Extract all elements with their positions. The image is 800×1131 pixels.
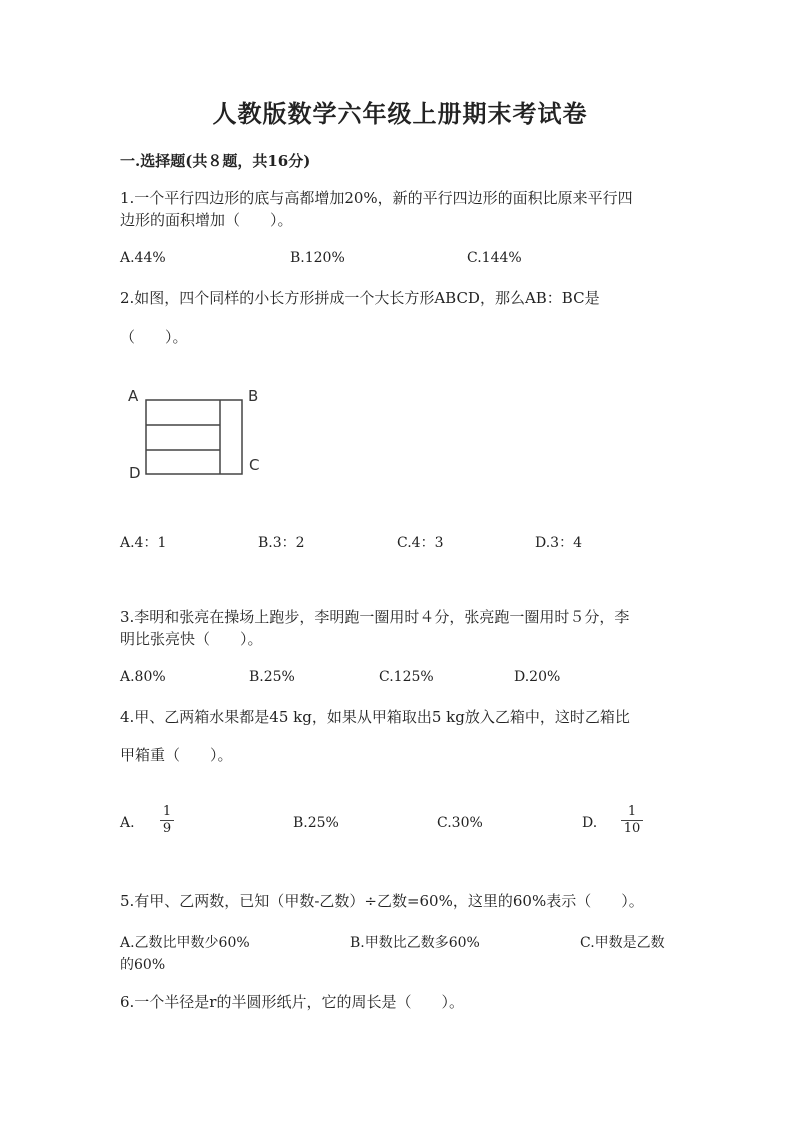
question-1-option-b: B.120% — [290, 250, 345, 266]
question-4-line-2: 甲箱重（ ）。 — [120, 746, 233, 764]
fraction-d-numerator: 1 — [627, 804, 637, 819]
question-2-line-1: 2.如图，四个同样的小长方形拼成一个大长方形ABCD，那么AB：BC是 — [120, 289, 600, 307]
question-1-option-a: A.44% — [120, 250, 166, 266]
vertex-label-a: A — [128, 387, 139, 405]
rectangle-figure — [120, 380, 280, 490]
fraction-a-denominator: 9 — [162, 821, 172, 836]
fraction-d-denominator: 10 — [623, 821, 641, 836]
question-3-option-d: D.20% — [514, 669, 561, 685]
question-3-option-b: B.25% — [249, 669, 295, 685]
vertex-label-d: D — [129, 464, 141, 482]
question-4-option-b: B.25% — [293, 815, 339, 831]
question-5-option-c: C.甲数是乙数 — [580, 935, 665, 951]
vertex-label-b: B — [248, 387, 259, 405]
question-4-option-a-label: A. — [120, 815, 135, 831]
question-3-line-1: 3.李明和张亮在操场上跑步，李明跑一圈用时４分，张亮跑一圈用时５分，李 — [120, 608, 630, 626]
question-5-option-b: B.甲数比乙数多60% — [350, 935, 480, 951]
question-5-option-a: A.乙数比甲数少60% — [120, 935, 250, 951]
question-2-option-a: A.4：1 — [120, 535, 167, 551]
question-2-option-b: B.3：2 — [258, 535, 305, 551]
question-1-line-2: 边形的面积增加（ ）。 — [120, 211, 293, 229]
question-3-option-c: C.125% — [379, 669, 434, 685]
question-3-line-2: 明比张亮快（ ）。 — [120, 630, 263, 648]
question-4-option-c: C.30% — [437, 815, 483, 831]
outer-rectangle — [146, 400, 242, 474]
question-1-option-c: C.144% — [467, 250, 522, 266]
question-2-option-c: C.4：3 — [397, 535, 444, 551]
question-4-option-d-fraction — [621, 805, 643, 836]
question-2-option-d: D.3：4 — [535, 535, 582, 551]
question-2-line-2: （ ）。 — [120, 328, 188, 346]
fraction-a-numerator: 1 — [162, 804, 172, 819]
question-3-option-a: A.80% — [120, 669, 166, 685]
page-title: 人教版数学六年级上册期末考试卷 — [212, 99, 588, 128]
question-5-line-1: 5.有甲、乙两数，已知（甲数-乙数）÷乙数=60%，这里的60%表示（ ）。 — [120, 892, 644, 910]
question-4-line-1: 4.甲、乙两箱水果都是45 kg，如果从甲箱取出5 kg放入乙箱中，这时乙箱比 — [120, 708, 630, 726]
vertex-label-c: C — [249, 456, 260, 474]
question-6-line-1: 6.一个半径是r的半圆形纸片，它的周长是（ ）。 — [120, 993, 464, 1011]
question-4-option-d-label: D. — [582, 815, 598, 831]
section-heading: 一.选择题(共８题，共16分) — [120, 152, 311, 170]
question-4-option-a-fraction — [160, 805, 174, 836]
question-5-option-c-continued: 的60% — [120, 957, 166, 973]
question-1-line-1: 1.一个平行四边形的底与高都增加20%，新的平行四边形的面积比原来平行四 — [120, 189, 633, 207]
